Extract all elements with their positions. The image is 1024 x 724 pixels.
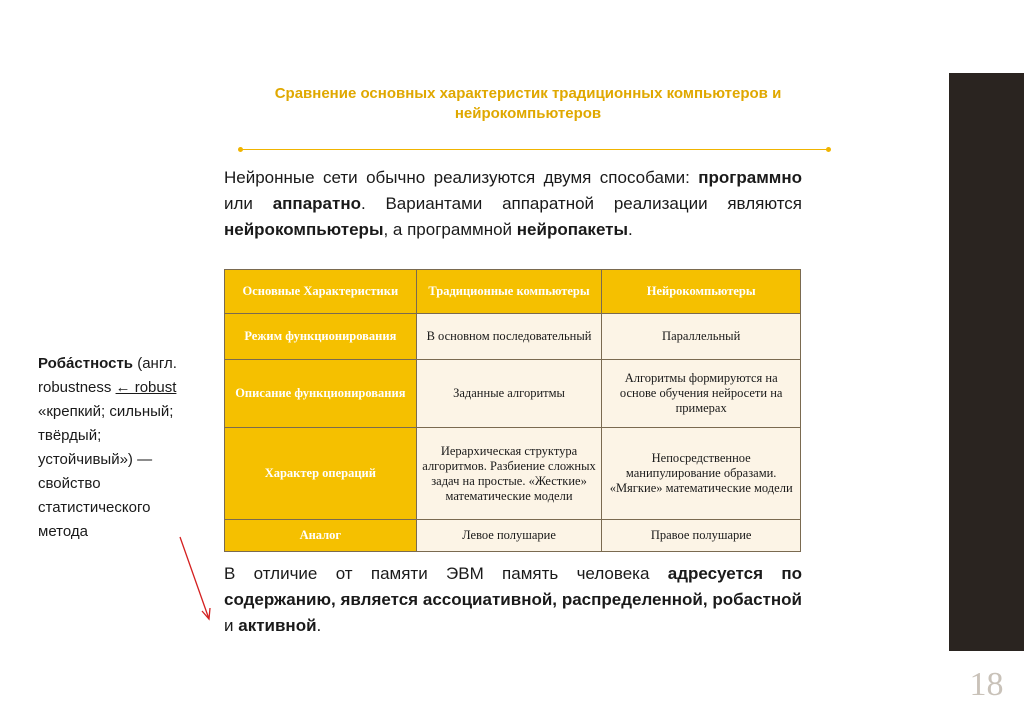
memory-text-2: и [224,616,239,635]
table-row [225,520,801,552]
intro-text-4: , а программной [383,220,517,239]
memory-text-1: В отличие от памяти ЭВМ память человека [224,564,668,583]
divider-dot-right [826,147,831,152]
robustness-note [38,352,188,544]
table-cell: Параллельный [602,314,801,360]
intro-bold-3: нейрокомпьютеры [224,220,384,239]
intro-text-3: . Вариантами аппаратной реализации являются [360,194,803,213]
intro-text-2: или [224,194,273,213]
note-link[interactable]: ← robust [115,379,177,396]
row-header-cell: Режим функционирования [225,314,417,360]
table-header-cell: Традиционные компьютеры [416,270,602,314]
table-cell: Алгоритмы формируются на основе обучения нейросети на примерах [602,360,801,428]
note-text-1: (англ. robustness [38,355,177,396]
table-row [225,314,801,360]
red-arrow-icon [176,535,216,625]
comparison-table [224,269,801,552]
table-cell: Непосредственное манипулирование образами. «Мягкие» математические модели [602,428,801,520]
intro-bold-4: нейропакеты [516,220,629,239]
intro-bold-2: аппаратно [272,194,361,213]
title-divider [240,149,829,150]
table-row [225,360,801,428]
table-cell: Правое полушарие [602,520,801,552]
right-sidebar [949,73,1024,703]
note-text-2: «крепкий; сильный; твёрдый; устойчивый») — свойство статистического метода [38,403,174,540]
memory-text-3: . [316,616,322,635]
slide-title: Сравнение основных характеристик традиционных компьютеров и нейрокомпьютеров [274,85,782,122]
table-header-cell: Основные Характеристики [225,270,417,314]
intro-paragraph [224,165,802,243]
table-cell: Заданные алгоритмы [416,360,602,428]
divider-dot-left [238,147,243,152]
table-cell: В основном последовательный [416,314,602,360]
memory-bold-1: адресуется по содержанию, является ассоциативной, распределенной, робастной [224,564,802,609]
memory-bold-2: активной [238,616,317,635]
row-header-cell: Аналог [225,520,417,552]
page-number: 18 [969,666,1004,703]
intro-text-5: . [628,220,633,239]
table-row [225,428,801,520]
row-header-cell: Характер операций [225,428,417,520]
note-term: Роба́стность [38,355,134,372]
table-header-cell: Нейрокомпьютеры [602,270,801,314]
memory-paragraph [224,561,802,639]
row-header-cell: Описание функционирования [225,360,417,428]
table-cell: Левое полушарие [416,520,602,552]
table-cell: Иерархическая структура алгоритмов. Разбиение сложных задач на простые. «Жесткие» математические модели [416,428,602,520]
table-header-row [225,270,801,314]
intro-bold-1: программно [698,168,802,187]
intro-text-1: Нейронные сети обычно реализуются двумя способами: [224,168,699,187]
